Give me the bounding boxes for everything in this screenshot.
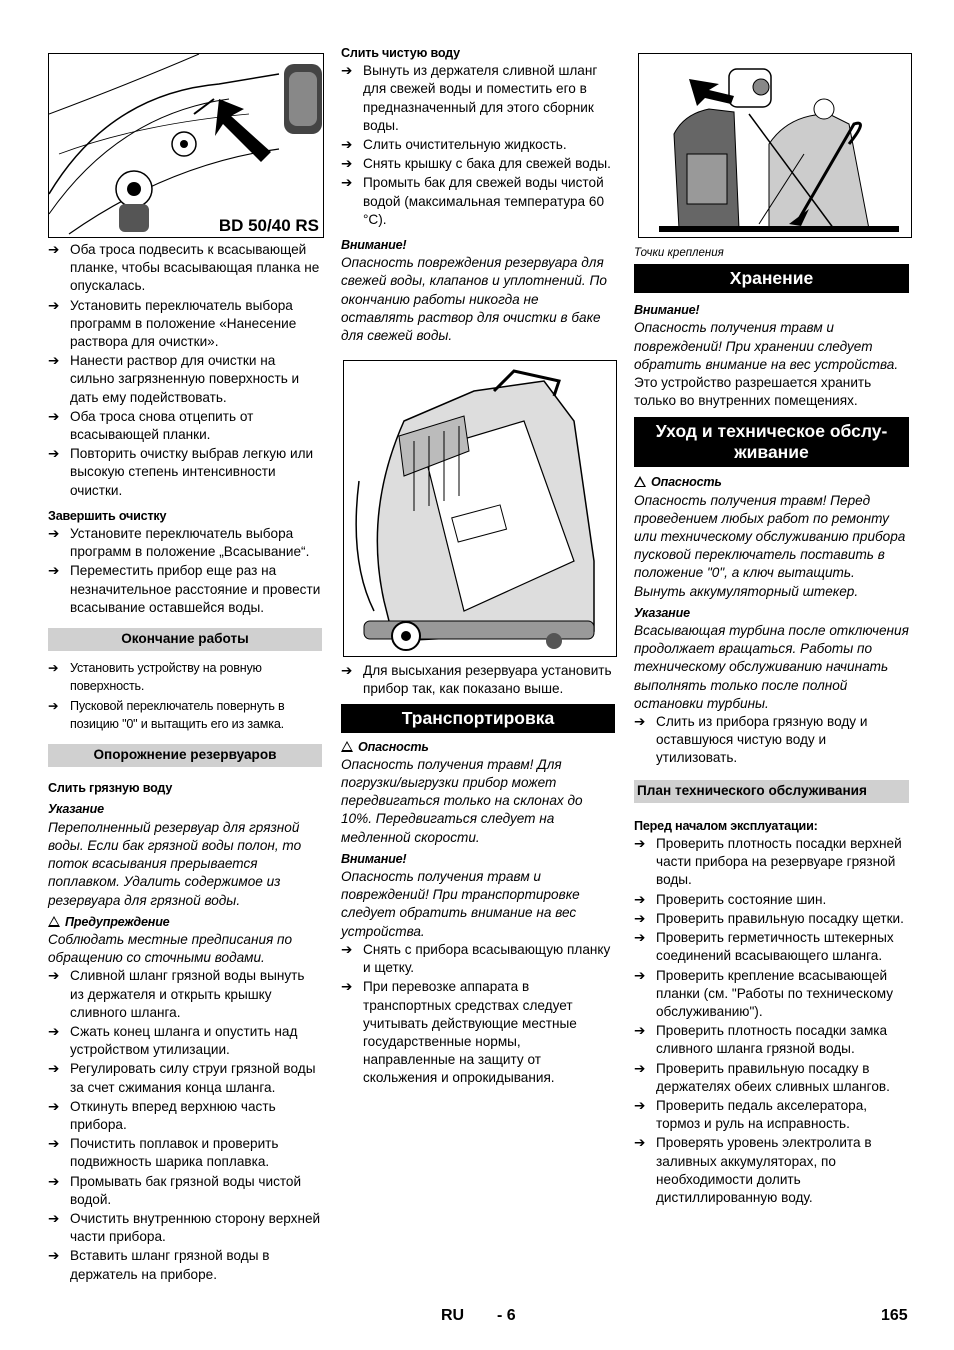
instruction-step (341, 978, 615, 1087)
instruction-step (48, 1173, 322, 1209)
arrow-right-icon: ➔ (48, 297, 60, 313)
instruction-step-text: Слить из прибора грязную воду и оставшуюся чистую воду и утилизовать. (656, 714, 868, 766)
warning-text: Соблюдать местные предписания по обращению со сточными водами. (48, 931, 293, 966)
instruction-step-text: Проверить герметичность штекерных соединений всасывающего шланга. (656, 930, 894, 964)
instruction-step (48, 659, 322, 695)
instruction-step-text: Оба троса подвесить к всасывающей планке, чтобы всасывающая планка не опускалась. (70, 242, 320, 294)
arrow-right-icon: ➔ (341, 156, 353, 172)
instruction-step (341, 662, 615, 698)
arrow-right-icon: ➔ (48, 408, 60, 424)
instruction-step-text: Проверить плотность посадки верхней части прибора на резервуаре грязной воды. (656, 836, 902, 888)
arrow-right-icon: ➔ (48, 563, 60, 579)
figure-squeegee-cables (48, 53, 324, 238)
instruction-step (48, 241, 322, 296)
instruction-step-text: Снять крышку с бака для свежей воды. (363, 156, 611, 172)
instruction-step (48, 1135, 322, 1171)
arrow-right-icon: ➔ (341, 941, 353, 957)
instruction-step-text: Вставить шланг грязной воды в держатель на приборе. (70, 1248, 270, 1282)
arrow-right-icon: ➔ (48, 1248, 60, 1264)
instruction-step-text: Оба троса снова отцепить от всасывающей планки. (70, 408, 254, 443)
instruction-step (48, 297, 322, 352)
instruction-step (48, 352, 322, 407)
arrow-right-icon: ➔ (341, 63, 353, 79)
instruction-step-text: Слить очистительную жидкость. (363, 137, 567, 153)
instruction-step-text: Повторить очистку выбрав легкую или высокую степень интенсивности очистки. (70, 446, 314, 498)
instruction-step (634, 713, 909, 768)
instruction-step (341, 136, 615, 154)
arrow-right-icon: ➔ (634, 891, 646, 907)
warning-label: Предупреждение (65, 914, 170, 929)
note-text: Всасывающая турбина после отключения продолжает вращаться. Работы по техническому обслуживанию начинать выполнять только после полной остановки турбины. (634, 623, 909, 711)
instruction-step-text: Проверить правильную посадку в держателях обеих сливных шлангов. (656, 1060, 890, 1094)
instruction-step (634, 835, 909, 890)
instruction-step (48, 408, 322, 444)
instruction-step (634, 1134, 909, 1207)
arrow-right-icon: ➔ (48, 446, 60, 462)
footer-language: RU (441, 1307, 465, 1324)
instruction-step-text: Пусковой переключатель повернуть в позицию "0" и вытащить его из замка. (70, 698, 285, 731)
arrow-right-icon: ➔ (48, 1098, 60, 1114)
arrow-right-icon: ➔ (634, 1097, 646, 1113)
attention-label: Внимание! (341, 238, 407, 253)
instruction-step (341, 155, 615, 173)
arrow-right-icon: ➔ (48, 1023, 60, 1039)
instruction-step-text: Промывать бак грязной воды чистой водой. (70, 1173, 302, 1207)
drain-dirty-heading: Слить грязную воду (48, 781, 173, 796)
instruction-step (48, 1023, 322, 1059)
instruction-step (634, 1060, 909, 1096)
tie-down-illustration (639, 54, 911, 237)
instruction-step (341, 62, 615, 135)
arrow-right-icon: ➔ (341, 137, 353, 153)
arrow-right-icon: ➔ (48, 526, 60, 542)
arrow-right-icon: ➔ (634, 930, 646, 946)
instruction-step-text: Проверить педаль акселератора, тормоз и руль на исправность. (656, 1097, 868, 1132)
instruction-step-text: Установите переключатель выбора программ в положение „Всасывание“. (70, 526, 310, 560)
instruction-step-text: Сливной шланг грязной воды вынуть из держателя и открыть крышку сливного шланга. (70, 968, 305, 1020)
footer-page-number: 165 (881, 1307, 908, 1324)
instruction-step (634, 1022, 909, 1058)
attention-text: Опасность получения травм и повреждений! При хранении следует обратить внимание на вес устройства. (634, 320, 899, 372)
instruction-step-text: Установить переключатель выбора программ в положение «Нанесение раствора для очистки». (70, 297, 297, 350)
attention-label: Внимание! (634, 303, 700, 318)
arrow-right-icon: ➔ (48, 1061, 60, 1077)
instruction-step (634, 891, 909, 909)
empty-tanks-heading: Опорожнение резервуаров (48, 744, 322, 767)
arrow-right-icon: ➔ (48, 698, 59, 713)
plan-heading: План технического обслуживания (634, 780, 909, 803)
instruction-step (48, 1098, 322, 1134)
instruction-step-text: Промыть бак для свежей воды чистой водой (максимальная температура 60 °C). (363, 175, 605, 227)
attention-text: Опасность повреждения резервуара для свежей воды, клапанов и уплотнений. По окончанию работы никогда не оставлять раствор для очистки в баке для свежей воды. (341, 255, 607, 344)
figure-drying-position (343, 360, 617, 657)
instruction-step (634, 929, 909, 965)
care-heading-line2: живание (734, 442, 809, 463)
arrow-right-icon: ➔ (634, 1135, 646, 1151)
instruction-step (48, 445, 322, 500)
instruction-step (634, 1097, 909, 1133)
instruction-step-text: Вынуть из держателя сливной шланг для свежей воды и поместить его в предназначенный для этого сборник воды. (363, 63, 598, 133)
instruction-step (48, 1247, 322, 1283)
arrow-right-icon: ➔ (48, 242, 60, 257)
figure-caption: Точки крепления (634, 247, 724, 259)
instruction-step-text: При перевозке аппарата в транспортных средствах следует учитывать действующие местные государственные нормы, направленные на защиту от скольжения и опрокидывания. (363, 979, 577, 1086)
instruction-step-text: Проверить состояние шин. (656, 891, 827, 907)
instruction-step-text: Снять с прибора всасывающую планку и щетку. (363, 941, 611, 976)
instruction-step (634, 967, 909, 1022)
before-start-heading: Перед началом эксплуатации: (634, 818, 818, 833)
note-label: Указание (634, 605, 690, 620)
instruction-step-text: Нанести раствор для очистки на сильно загрязненную поверхность и дать ему подействовать. (70, 353, 300, 405)
arrow-right-icon: ➔ (634, 1060, 646, 1076)
arrow-right-icon: ➔ (341, 175, 353, 191)
column-1 (48, 44, 322, 1285)
instruction-step-text: Проверять уровень электролита в заливных аккумуляторах, по необходимости долить дистиллированную воду. (656, 1135, 872, 1205)
instruction-step-text: Сжать конец шланга и опустить над устройством утилизации. (70, 1023, 298, 1058)
instruction-step (48, 1210, 322, 1246)
instruction-step (48, 967, 322, 1022)
instruction-step-text: Установить устройству на ровную поверхность. (70, 661, 262, 694)
instruction-step (341, 941, 615, 977)
storage-text: Это устройство разрешается хранить только во внутренних помещениях. (634, 375, 872, 409)
arrow-right-icon: ➔ (48, 661, 59, 676)
instruction-step-text: Почистить поплавок и проверить подвижность шарика поплавка. (70, 1136, 279, 1170)
drain-fresh-heading: Слить чистую воду (341, 46, 460, 60)
danger-label: Опасность (651, 475, 722, 490)
column-2 (341, 44, 615, 1089)
instruction-step-text: Очистить внутреннюю сторону верхней части прибора. (70, 1210, 321, 1245)
instruction-step (48, 1060, 322, 1096)
figure-model-label: BD 50/40 RS (218, 215, 319, 235)
instruction-step (48, 562, 322, 617)
danger-text: Опасность получения травм! Для погрузки/выгрузки прибор может передвигаться только на склонах до 10%. Передвигаться следует на медленной скорости. (341, 756, 583, 845)
arrow-right-icon: ➔ (48, 1210, 60, 1226)
attention2-text: Опасность получения травм и повреждений! При транспортировке следует обратить внимание на вес устройства. (341, 869, 580, 939)
squeegee-illustration (49, 54, 323, 237)
instruction-step-text: Откинуть вперед верхнюю часть прибора. (70, 1098, 276, 1132)
figure-tie-down-points (638, 53, 912, 238)
warning-triangle-icon (48, 916, 60, 927)
care-heading-line1: Уход и техническое обслу- (655, 421, 888, 442)
storage-heading: Хранение (634, 264, 909, 293)
arrow-right-icon: ➔ (48, 1173, 60, 1189)
attention2-label: Внимание! (341, 851, 407, 866)
instruction-step (48, 525, 322, 561)
transport-heading: Транспортировка (341, 704, 615, 733)
footer-sub-page: - 6 (497, 1307, 516, 1324)
instruction-step-text: Проверить правильную посадку щетки. (656, 910, 904, 926)
end-work-heading: Окончание работы (48, 628, 322, 651)
instruction-step (634, 910, 909, 928)
arrow-right-icon: ➔ (48, 968, 60, 984)
arrow-right-icon: ➔ (634, 1023, 646, 1039)
arrow-right-icon: ➔ (634, 910, 646, 926)
arrow-right-icon: ➔ (634, 967, 646, 983)
instruction-step-text: Проверить крепление всасывающей планки (см. "Работы по техническому обслуживанию"). (656, 967, 894, 1019)
instruction-step (341, 174, 615, 229)
instruction-step-text: Переместить прибор еще раз на незначительное расстояние и провести всасывание оставшейся воды. (70, 563, 321, 615)
danger-triangle-icon (634, 476, 646, 487)
column-3 (634, 44, 909, 1208)
arrow-right-icon: ➔ (341, 979, 353, 995)
arrow-right-icon: ➔ (48, 353, 60, 369)
arrow-right-icon: ➔ (634, 714, 646, 730)
danger-label: Опасность (358, 739, 429, 754)
instruction-step-text: Проверить плотность посадки замка сливного шланга грязной воды. (656, 1023, 888, 1057)
arrow-right-icon: ➔ (634, 836, 646, 852)
instruction-step-text: Для высыхания резервуара установить прибор так, как показано выше. (363, 663, 612, 697)
arrow-right-icon: ➔ (48, 1136, 60, 1152)
instruction-step-text: Регулировать силу струи грязной воды за счет сжимания конца шланга. (70, 1061, 316, 1095)
arrow-right-icon: ➔ (341, 663, 353, 679)
danger-text: Опасность получения травм! Перед проведением любых работ по ремонту или техническому обслуживанию прибора пусковой переключатель поставить в положение "0", а ключ вытащить. Вынуть аккумуляторный штекер. (634, 492, 906, 599)
danger-triangle-icon (341, 741, 353, 752)
note-label: Указание (48, 802, 104, 817)
note-text: Переполненный резервуар для грязной воды. Если бак грязной воды полон, то поток всасывания прерывается поплавком. Удалить содержимое из резервуара для грязной воды. (48, 819, 302, 908)
machine-tilted-illustration (344, 361, 616, 656)
instruction-step (48, 697, 322, 733)
finish-cleaning-heading: Завершить очистку (48, 508, 167, 523)
care-heading (634, 417, 909, 467)
